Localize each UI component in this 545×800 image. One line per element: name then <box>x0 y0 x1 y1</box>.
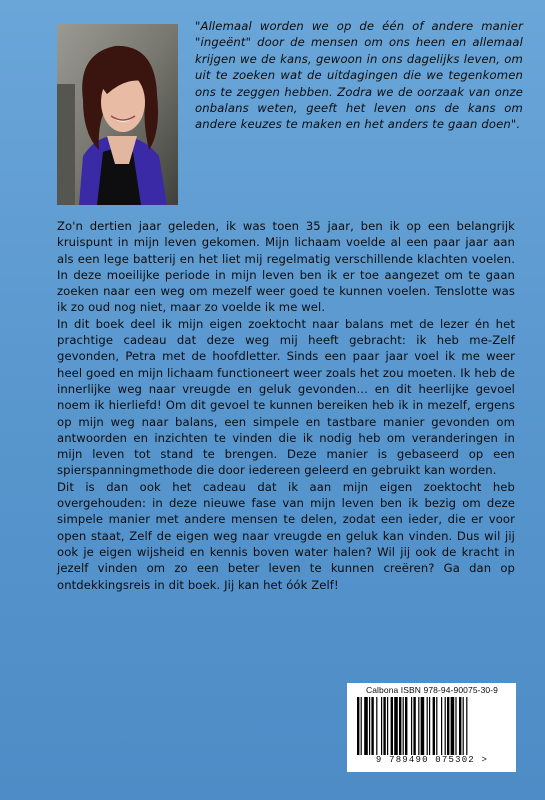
barcode-bar <box>383 697 385 755</box>
paragraph: Dit is dan ook het cadeau dat ik aan mijn eigen zoektocht heb overgehouden: in deze nieuwe fase van mijn leven ben ik bezig om deze simpele manier met andere mensen te delen, zodat een ieder, die er voor open staat, Zelf de eigen weg naar vreugde en geluk kan vinden. Dus wil jij ook je eigen wijsheid en kennis boven water halen? Wil jij ook de kracht in jezelf vinden om zo een beter leven te kunnen creëren? Ga dan op ontdekkingsreis in dit boek. Jij kan het óók Zelf! <box>57 479 515 592</box>
barcode-bar <box>411 697 412 755</box>
author-portrait-image <box>57 24 178 205</box>
barcode-bar <box>413 697 415 755</box>
barcode-bar <box>361 697 362 755</box>
barcode-bar <box>459 697 461 755</box>
author-photo <box>57 24 178 205</box>
barcode-bar <box>405 697 407 755</box>
barcode-bar <box>381 697 382 755</box>
barcode-bar <box>421 697 425 755</box>
back-cover-text <box>57 218 515 593</box>
barcode-bar <box>371 697 373 755</box>
barcode-bar <box>463 697 464 755</box>
barcode-bar <box>394 697 398 755</box>
barcode-bar <box>445 697 446 755</box>
barcode-bar <box>399 697 401 755</box>
barcode-bar <box>376 697 377 755</box>
barcode-bar <box>441 697 442 755</box>
barcode-bar <box>455 697 456 755</box>
barcode-bar <box>427 697 428 755</box>
barcode-bar <box>364 697 368 755</box>
barcode-bar <box>369 697 370 755</box>
barcode-bar <box>433 697 435 755</box>
barcode-bar <box>429 697 430 755</box>
isbn-barcode <box>347 683 516 772</box>
barcode-bar <box>451 697 455 755</box>
author-quote: "Allemaal worden we op de één of andere manier "ingeënt" door de mensen om ons heen en allemaal krijgen we de kans, gewoon in ons dagelijks leven, om uit te zoeken wat de uitdagingen die we tegenkomen ons te zeggen hebben. Zodra we de oorzaak van onze onbalans weten, geeft het leven ons de kans om andere keuzes te maken en het anders te gaan doen". <box>195 19 523 132</box>
barcode-bar <box>357 697 359 755</box>
barcode-bar <box>403 697 404 755</box>
barcode-digits: 9 789490 075302 > <box>375 755 489 765</box>
barcode-bar <box>391 697 393 755</box>
barcode-bar <box>447 697 449 755</box>
paragraph: In dit boek deel ik mijn eigen zoektocht naar balans met de lezer én het prachtige cadeau dat deze weg mij heeft gebracht: ik heb me-Zelf gevonden, Petra met de hoofdletter. Sinds een paar jaar voel ik me weer heel goed en mijn lichaam functioneert weer zoals het zou moeten. Ik heb de innerlijke weg naar vreugde en geluk gevonden… en dit heerlijke gevoel noem ik hierliefd! Om dit gevoel te kunnen bereiken heb ik in mezelf, ergens op mijn weg naar balans, een simpele en tastbare manier gevonden om antwoorden en inzichten te vinden die ik nodig heb om veranderingen in mijn leven tot stand te brengen. Deze manier is gebaseerd op een spierspanningmethode die door iedereen geleerd en gebruikt kan worden. <box>57 316 515 478</box>
barcode-bar <box>436 697 437 755</box>
isbn-label: Calbona ISBN 978-94-90075-30-9 <box>365 685 498 695</box>
barcode-bars <box>355 697 507 755</box>
barcode-bar <box>387 697 388 755</box>
barcode-bar <box>418 697 419 755</box>
barcode-bar <box>466 697 467 755</box>
paragraph: Zo'n dertien jaar geleden, ik was toen 35 jaar, ben ik op een belangrijk kruispunt in mijn leven gekomen. Mijn lichaam voelde al een paar jaar aan als een lege batterij en het liet mij regelmatig verschillende klachten voelen. In deze moeilijke periode in mijn leven ben ik er toe aangezet om te gaan zoeken naar een weg om mezelf weer goed te kunnen voelen. Tenslotte was ik zo oud nog niet, maar zo voelde ik me wel. <box>57 219 515 315</box>
